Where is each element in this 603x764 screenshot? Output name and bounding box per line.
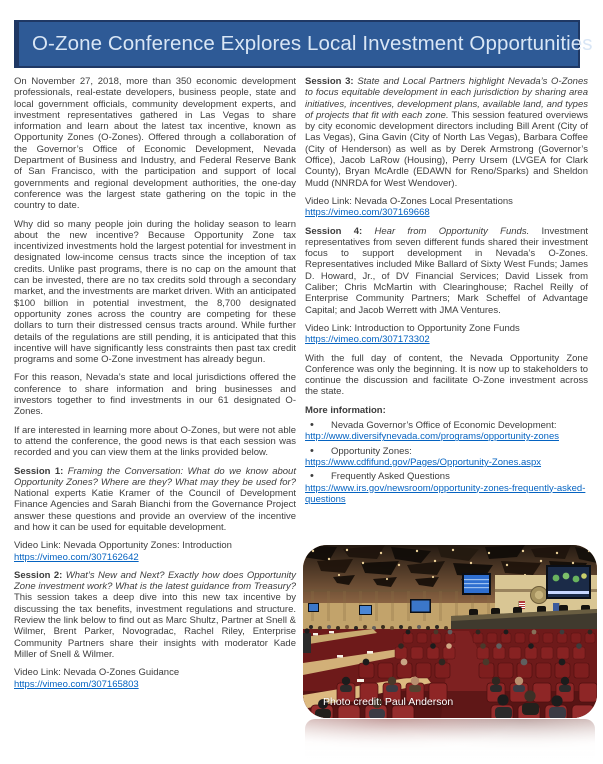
video-link-2-url[interactable]: https://vimeo.com/307165803 (14, 678, 139, 690)
bullet-icon (305, 420, 331, 431)
more-info-item-url[interactable]: https://www.irs.gov/newsroom/opportunity-zones-frequently-asked-questions (305, 482, 586, 505)
session-1-label: Session 1: (14, 465, 64, 477)
recordings-paragraph: If are interested in learning more about O-Zones, but were not able to attend the conference, the good news is that each session was recorded and you can view them at the links provided below. (14, 424, 296, 459)
session-4-label: Session 4: (305, 225, 363, 237)
video-link-3-url[interactable]: https://vimeo.com/307169668 (305, 207, 430, 219)
video-link-1-url[interactable]: https://vimeo.com/307162642 (14, 551, 139, 563)
video-link-1-label: Video Link: Nevada Opportunity Zones: Introduction (14, 540, 232, 552)
video-link-3-label: Video Link: Nevada O-Zones Local Presentations (305, 195, 513, 207)
session-4-paragraph (305, 226, 588, 316)
video-link-3 (305, 196, 588, 219)
bullet-icon (305, 471, 331, 482)
session-4-description: Investment representatives from seven different funds shared their investment focus to support development in Nevada’s O-Zones. Representatives included Mike Ballard of Sixty West Funds; James D. Howard, Jr., of DV Financial Services; David Lissek from Caliber; Chris McMartin with Clearinghouse; Rachel Reilly of Enterprise Community Partners; Mark Scheffel of Advantage Capital; and Jacob Werrett with JMA Ventures. (305, 225, 589, 316)
closing-paragraph: With the full day of content, the Nevada Opportunity Zone Conference was only the beginning. It is now up to stakeholders to continue the discussion and facilitate O-Zone investment across the state. (305, 352, 588, 398)
more-info-item-label: Opportunity Zones: (331, 445, 412, 457)
reason-paragraph: For this reason, Nevada’s state and local jurisdictions offered the conference to share information and bring businesses and investors together to find investments in our 61 designated O-Zones. (14, 372, 296, 418)
session-2-paragraph (14, 570, 296, 660)
session-3-description: This session featured overviews by city economic development directors including Bill Arent (City of Las Vegas), Gina Gavin (City of North Las Vegas), Barbara Coffee (City of Henderson) as well as by Derek Armstrong (Governor’s Office), Jacob LaRow (Housing), Perry Ursem (LVGEA for Clark County), Bryan McArdle (EDAWN for Reno/Sparks) and Sheldon Mudd (NNRDA for West Wendover). (305, 109, 588, 189)
session-1-paragraph (14, 466, 296, 534)
video-link-4-url[interactable]: https://vimeo.com/307173302 (305, 334, 430, 346)
why-paragraph: Why did so many people join during the holiday season to learn about the new incentive? Because Opportunity Zone tax incentivized investments hold the largest potential for investment in designated low-income census tracts since the inception of tax credits. Unlike past programs, there is no cap on the amount that can be invested, there are no tax credits sold through a secondary market, and the investments are market driven. With an anticipated $100 billion in potential investment, the 8,700 designated opportunity zones across the country are competing for these dollars to turn their distressed census tracts around. While further details of the regulations are still pending, it is anticipated that this incentive will have significantly less constraints then past tax credit programs and some O-Zone investment has already begun. (14, 218, 296, 366)
video-link-2 (14, 667, 296, 690)
conference-photo (303, 545, 597, 718)
more-information-heading: More information: (305, 404, 386, 416)
session-3-topic: State and Local Partners highlight Nevada’s O-Zones to focus equitable development in each jurisdiction by sharing area initiatives, incentives, development plans, available land, and types of projects that fit with each zone. (305, 76, 588, 121)
page-title: O-Zone Conference Explores Local Investment Opportunities (32, 32, 593, 55)
left-column (14, 76, 296, 697)
session-3-label: Session 3: (305, 76, 354, 87)
more-information-section (305, 405, 588, 505)
more-info-item-label-line (305, 446, 588, 457)
session-3-paragraph (305, 76, 588, 189)
conference-room-illustration (303, 545, 597, 718)
more-info-item-label-line (305, 471, 588, 482)
more-info-item-url[interactable]: http://www.diversifynevada.com/programs/opportunity-zones (305, 431, 559, 443)
more-info-item (305, 471, 588, 505)
intro-paragraph: On November 27, 2018, more than 350 economic development professionals, real-estate developers, business people, state and local government officials, community development experts, and investment representatives gathered in Las Vegas to share information and learn about the latest tax incentive, known as Opportunity Zones (O-Zones). Offered through a collaboration of the Governor’s Office of Economic Development, Nevada Department of Business and Industry, and Federal Reserve Bank of San Francisco, with the participation and support of local governments and regional development authorities, the one-day conference was the largest state gathering on the topic in the country to date. (14, 76, 296, 212)
session-1-description: National experts Katie Kramer of the Council of Development Finance Agencies and Sarah Bianchi from the Governance Project answer these questions and provide an overview of the incentive and how it can be used for equitable development. (14, 488, 296, 533)
video-link-2-label: Video Link: Nevada O-Zones Guidance (14, 667, 180, 679)
right-column (305, 76, 588, 505)
video-link-1 (14, 540, 296, 563)
photo-caption: Photo credit: Paul Anderson (323, 696, 454, 708)
more-info-item-label: Nevada Governor’s Office of Economic Development: (331, 420, 557, 432)
more-info-item-label: Frequently Asked Questions (331, 471, 450, 483)
more-info-item (305, 420, 588, 443)
more-info-item-label-line (305, 420, 588, 431)
photo-reflection (305, 719, 595, 764)
session-4-topic: Hear from Opportunity Funds. (374, 225, 530, 237)
session-1-topic: Framing the Conversation: What do we know about Opportunity Zones? Where are they? What may they be used for? (14, 465, 296, 488)
bullet-icon (305, 446, 331, 457)
more-info-item (305, 446, 588, 469)
session-2-description: This session takes a deep dive into this new tax incentive by discussing the tax benefits, investment regulations and structure. Review the link below to find out as Marc Shultz, Partner at Snell & Wilmer, Brent Parker, Novogradac, Rachel Riley, Enterprise Community Partners share their insights with moderator Kade Miller of Snell & Wilmer. (14, 592, 296, 660)
session-2-topic: What’s New and Next? Exactly how does Opportunity Zone investment work? What is the latest guidance from Treasury? (14, 569, 296, 593)
session-2-label: Session 2: (14, 569, 63, 581)
more-info-item-url[interactable]: https://www.cdfifund.gov/Pages/Opportunity-Zones.aspx (305, 456, 542, 468)
video-link-4 (305, 323, 588, 346)
title-banner (14, 20, 593, 68)
video-link-4-label: Video Link: Introduction to Opportunity Zone Funds (305, 322, 520, 334)
